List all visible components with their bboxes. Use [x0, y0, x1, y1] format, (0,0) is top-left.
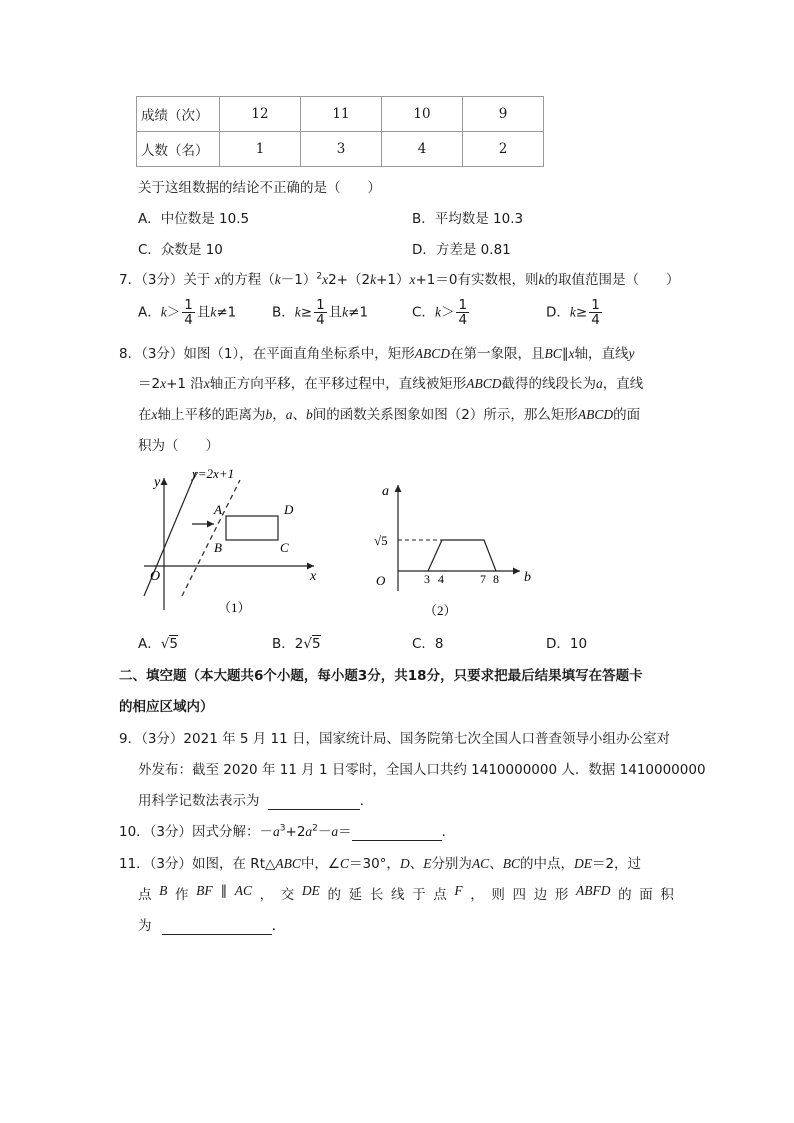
text: ≠1: [348, 304, 369, 321]
text: +1）: [376, 272, 410, 288]
denominator: 4: [591, 312, 600, 328]
text: 轴，直线: [574, 346, 629, 362]
q7-option-a: [138, 298, 236, 327]
q8-line3: [138, 403, 640, 423]
text: 间的函数关系图象如图（2）所示，那么矩形: [312, 407, 578, 423]
y-label: y: [154, 475, 161, 490]
q9-line1: 9．（3分）2021 年 5 月 11 日，国家统计局、国务院第七次全国人口普查领导小组办公室对: [119, 731, 671, 747]
table-cell: 2: [463, 132, 544, 167]
fraction: [182, 298, 195, 327]
numerator: 1: [591, 297, 600, 313]
var: x: [568, 346, 575, 361]
text: 用科学记数法表示为: [138, 793, 260, 809]
var: BF: [196, 883, 213, 898]
trapezoid-graph: [428, 540, 496, 571]
sqrt-symbol: √: [303, 636, 312, 652]
fraction: [314, 298, 327, 327]
q6-option-d: D．方差是 0.81: [412, 242, 511, 258]
figure-2-caption: （2）: [424, 603, 457, 618]
rel: ≥: [575, 304, 588, 321]
q11-line1: [119, 852, 641, 872]
fraction: [589, 298, 602, 327]
var: ABFD: [575, 883, 611, 898]
var: x: [160, 376, 167, 391]
text: 则: [491, 887, 505, 903]
text: ，: [470, 887, 484, 903]
var: D: [399, 856, 410, 871]
label: B．: [272, 304, 295, 321]
q8-option-b: [272, 632, 321, 652]
rel: ＞: [166, 304, 181, 321]
var: k: [160, 304, 167, 320]
table-cell: 12: [220, 97, 301, 132]
label: C．: [412, 304, 435, 321]
q6-option-a: A．中位数是 10.5: [138, 211, 250, 227]
origin-label: O: [376, 573, 386, 588]
text: 的取值范围是（ ）: [544, 272, 680, 288]
text: 10．（3分）因式分解：－: [119, 824, 274, 840]
text: －: [317, 824, 332, 840]
tick-3: 3: [424, 572, 430, 586]
q7-stem: [119, 268, 679, 288]
numerator: 1: [458, 297, 468, 313]
text: ＝: [338, 824, 352, 840]
table-cell: 1: [220, 132, 301, 167]
text: 交: [280, 887, 295, 903]
text: 点: [138, 887, 152, 903]
var: x: [151, 407, 158, 422]
text: 在: [138, 407, 152, 423]
rel: ≥: [300, 304, 313, 321]
text: 轴上平移的距离为: [157, 407, 266, 423]
var: DE: [573, 856, 592, 871]
var: k: [210, 304, 217, 320]
sup: 2: [316, 271, 323, 282]
table-row: [137, 97, 544, 132]
section-heading-line2: 的相应区域内）: [119, 699, 214, 715]
text: +1＝0有实数根，则: [415, 272, 539, 288]
var: x: [214, 272, 221, 287]
point-c-label: C: [280, 540, 289, 555]
text: 截得的线段长为: [501, 376, 597, 392]
q8-option-a: [138, 632, 178, 652]
x-label: x: [310, 569, 317, 584]
text: 长: [369, 887, 384, 903]
q8-line2: [138, 372, 643, 392]
text: ，: [259, 887, 274, 903]
denominator: 4: [316, 312, 325, 328]
var: ABCD: [577, 407, 614, 422]
score-table: [136, 96, 544, 167]
var: B: [159, 883, 168, 898]
var: C: [339, 856, 349, 871]
text: 2+（2: [328, 272, 371, 288]
var: y: [628, 346, 635, 361]
equation-label: y=2x+1: [192, 466, 235, 481]
text: 延: [348, 887, 363, 903]
q11-line2: [138, 883, 674, 903]
sqrt5-label: √5: [374, 533, 388, 548]
q9-line2: 外发布：截至 2020 年 11 月 1 日零时，全国人口共约 1410000000 人．数据 1410000000: [138, 762, 706, 778]
b-label: b: [524, 570, 531, 585]
q8-option-d: D．10: [546, 636, 588, 652]
table-cell: 人数（名）: [137, 132, 220, 167]
text: －1）: [280, 272, 317, 288]
label: B．2: [272, 636, 304, 652]
q8-option-c: C．8: [412, 636, 444, 652]
text: 分别为: [431, 856, 472, 872]
text: ＝30°，: [349, 856, 400, 872]
var: ABCD: [414, 346, 451, 361]
radicand: 5: [169, 636, 178, 652]
sup: 3: [279, 823, 286, 834]
denominator: 4: [184, 312, 193, 328]
var: AC: [234, 883, 252, 898]
var: k: [294, 304, 301, 320]
var: x: [322, 272, 329, 287]
text: 作: [175, 887, 189, 903]
text: 的: [327, 887, 342, 903]
var: k: [274, 272, 281, 287]
section-heading-line1: 二、填空题（本大题共6个小题，每小题3分，共18分，只要求把最后结果填写在答题卡: [119, 668, 643, 684]
numerator: 1: [184, 297, 193, 313]
var: k: [569, 304, 576, 320]
text: 边: [533, 887, 548, 903]
var: a: [273, 824, 280, 839]
figure-2: [360, 475, 540, 620]
var: a: [285, 407, 293, 422]
table-cell: 成绩（次）: [137, 97, 220, 132]
fraction: [456, 298, 469, 327]
q8-line1: [119, 342, 635, 362]
q8-line4: 积为（ ）: [138, 438, 219, 454]
text: ．: [441, 824, 456, 840]
answer-blank[interactable]: [268, 793, 360, 810]
var: a: [596, 376, 603, 391]
text: ，直线: [602, 376, 644, 392]
q6-option-c: C．众数是 10: [138, 242, 223, 258]
var: b: [265, 407, 273, 422]
text: 的方程（: [220, 272, 275, 288]
label: D．: [546, 304, 570, 321]
point-b-label: B: [214, 540, 222, 555]
text: 的面: [613, 407, 641, 423]
table-cell: 3: [301, 132, 382, 167]
point-d-label: D: [284, 502, 294, 517]
var: x: [203, 376, 210, 391]
text: 、: [489, 856, 503, 872]
denominator: 4: [458, 312, 468, 328]
table-cell: 4: [382, 132, 463, 167]
text: 轴正方向平移，在平移过程中，直线被矩形: [209, 376, 467, 392]
figure-1-caption: （1）: [218, 600, 251, 615]
text: ，: [272, 407, 286, 423]
text: 积: [660, 887, 674, 903]
text: 四: [512, 887, 527, 903]
var: k: [342, 304, 349, 320]
var: k: [538, 272, 545, 287]
text: 形: [554, 887, 569, 903]
answer-blank[interactable]: [352, 824, 442, 841]
q10: [119, 820, 455, 841]
text: ∥: [220, 883, 228, 899]
tick-8: 8: [493, 572, 499, 586]
var: a: [331, 824, 339, 839]
var: BC: [502, 856, 520, 871]
var: b: [306, 407, 313, 422]
q6-option-b: B．平均数是 10.3: [412, 211, 524, 227]
var: ABCD: [466, 376, 502, 391]
table-row: [137, 132, 544, 167]
text: ∥: [561, 346, 569, 362]
q6-stem: 关于这组数据的结论不正确的是（ ）: [138, 180, 381, 196]
table-cell: 10: [382, 97, 463, 132]
origin-label: O: [150, 569, 161, 584]
sqrt-symbol: √: [160, 636, 170, 652]
tick-4: 4: [438, 572, 444, 586]
text: +2: [285, 824, 306, 840]
var: AC: [471, 856, 490, 871]
text: 8．（3分）如图（1），在平面直角坐标系中，矩形: [119, 346, 415, 362]
text: 线: [390, 887, 405, 903]
var: a: [305, 824, 313, 839]
text: +1 沿: [166, 376, 204, 392]
var: F: [454, 883, 463, 898]
text: 11．（3分）如图，在 Rt△: [119, 856, 276, 872]
var: k: [434, 304, 441, 320]
shifted-line: [182, 480, 240, 596]
label: A．: [138, 636, 161, 652]
text: 于: [412, 887, 426, 903]
var: x: [409, 272, 416, 287]
q7-option-d: [546, 298, 604, 327]
text: 且: [196, 304, 211, 321]
label: A．: [138, 304, 161, 321]
radicand: 5: [311, 636, 321, 652]
var: BC: [544, 346, 562, 361]
point-a-label: A: [214, 502, 222, 517]
var: ABC: [275, 856, 301, 871]
numerator: 1: [316, 297, 325, 313]
text: 且: [328, 304, 343, 321]
text: 、: [409, 856, 424, 872]
q7-num: 7．（3分）关于: [119, 272, 211, 288]
text: 、: [292, 407, 306, 423]
text: 点: [433, 887, 447, 903]
rectangle-abcd: [226, 516, 278, 540]
tick-7: 7: [480, 572, 486, 586]
text: 中，∠: [300, 856, 340, 872]
table-cell: 9: [463, 97, 544, 132]
var: k: [370, 272, 377, 287]
text: 面: [639, 887, 653, 903]
table-cell: 11: [301, 97, 382, 132]
a-label: a: [382, 484, 389, 499]
q11-line3: [138, 914, 285, 935]
answer-blank[interactable]: [162, 918, 272, 935]
var: DE: [301, 883, 320, 898]
figure-1: [130, 462, 330, 622]
text: ≠1: [216, 304, 237, 321]
rel: ＞: [440, 304, 455, 321]
q9-line3: [138, 789, 373, 810]
sup: 2: [312, 823, 318, 834]
q7-option-b: [272, 298, 368, 327]
text: ＝2，过: [591, 856, 642, 872]
q7-option-c: [412, 298, 471, 327]
text: ．: [359, 793, 374, 809]
text: ＝2: [138, 376, 161, 392]
text: 的: [618, 887, 632, 903]
text: 为: [138, 918, 152, 934]
text: ．: [271, 918, 286, 934]
var: E: [423, 856, 432, 871]
text: 的中点，: [519, 856, 574, 872]
text: 在第一象限，且: [450, 346, 545, 362]
